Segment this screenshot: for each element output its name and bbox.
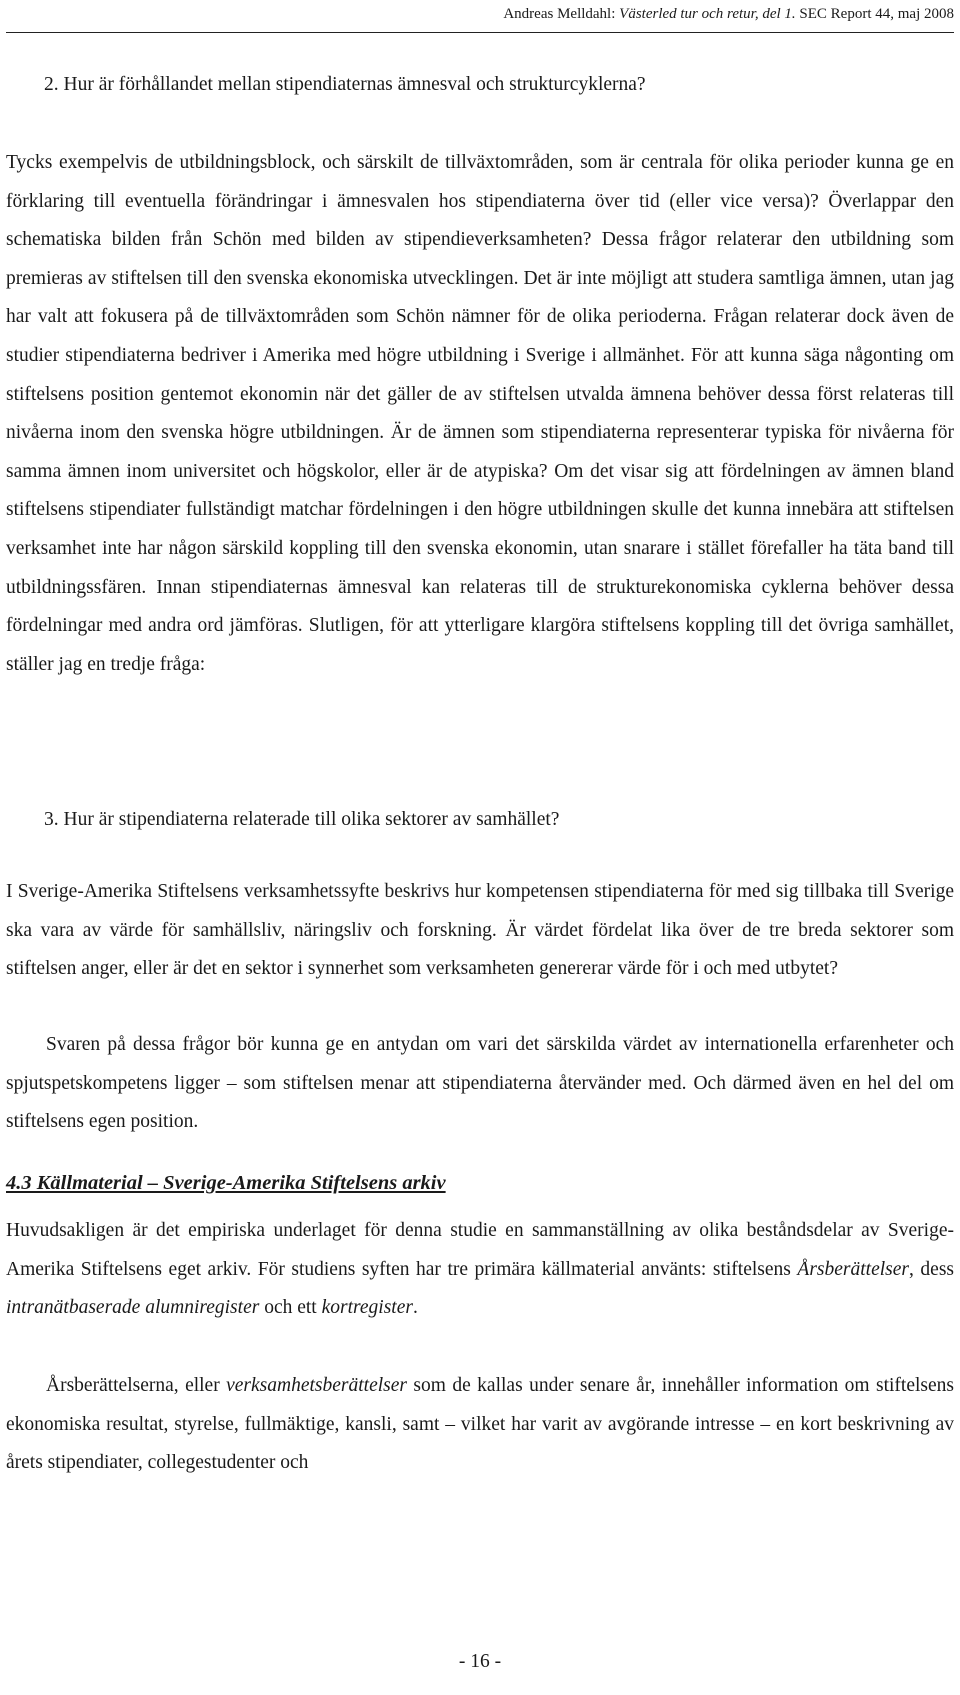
paragraph-1: Tycks exempelvis de utbildningsblock, och särskilt de tillväxtområden, som är centrala för olika perioder kunna ge en förklaring till eventuella förändringar i ämnesvalen hos stipendiaterna över tid (eller vice versa)? Överlappar den schematiska bilden från Schön med bilden av stipendieverksamheten? Dessa frågor relaterar den utbildning som premieras av stiftelsen till den svenska ekonomiska utvecklingen. Det är inte möjligt att studera samtliga ämnen, utan jag har valt att fokusera på de tillväxtområden som Schön nämner för de olika perioderna. Frågan relaterar dock även de studier stipendiaterna bedriver i Amerika med högre utbildning i Sverige i allmänhet. För att kunna säga någonting om stiftelsens position gentemot ekonomin när det gäller de av stiftelsen utvalda ämnena behöver dessa först relateras till nivåerna inom den svenska högre utbildningen. Är de ämnen som stipendiaterna representerar typiska för nivåerna för samma ämnen inom universitet och högskolor, eller är de atypiska? Om det visar sig att fördelningen av ämnen bland stiftelsens stipendiater fullständigt matchar fördelningen i den högre utbildningen skulle det kunna innebära att stiftelsen verksamhet inte har någon särskild koppling till den svenska ekonomin, utan snarare i stället förefaller ha täta band till utbildningssfären. Innan stipendiaternas ämnesval kan relateras till de strukturekonomiska cyklerna behöver dessa fördelningar med andra ord jämföras. Slutligen, för att ytterligare klargöra stiftelsens koppling till det övriga samhället, ställer jag en tredje fråga: [6, 152, 954, 675]
paragraph-4 [6, 1212, 954, 1328]
question-3: 3. Hur är stipendiaterna relaterade till olika sektorer av samhället? [44, 809, 560, 830]
paragraph-2: I Sverige-Amerika Stiftelsens verksamhetssyfte beskrivs hur kompetensen stipendiaterna för med sig tillbaka till Sverige ska vara av värde för samhällsliv, näringsliv och forskning. Är värdet fördelat lika över de tre breda sektorer som stiftelsen anger, eller är det en sektor i synnerhet som verksamheten genererar värde för i och med utbytet? [6, 881, 954, 980]
p4-text-3: och ett [259, 1297, 322, 1319]
section-heading: 4.3 Källmaterial – Sverige-Amerika Stiftelsens arkiv [6, 1172, 446, 1194]
p4-italic-arsberattelser: Årsberättelser [797, 1258, 909, 1280]
paragraph-5 [6, 1367, 954, 1483]
p4-italic-kortregister: kortregister [321, 1297, 413, 1319]
header-series: SEC Report 44, maj 2008 [799, 6, 954, 22]
p4-text-1: Huvudsakligen är det empiriska underlaget för denna studie en sammanställning av olika beståndsdelar av Sverige-Amerika Stiftelsens eget arkiv. För studiens syften har tre primära källmaterial använts: stiftelsens [6, 1220, 954, 1280]
header-rule [6, 32, 954, 33]
page-number: - 16 - [458, 1651, 502, 1672]
header-author: Andreas Melldahl: [503, 6, 616, 22]
p5-italic-verksamhetsberattelser: verksamhetsberättelser [226, 1375, 407, 1396]
paragraph-3: Svaren på dessa frågor bör kunna ge en antydan om vari det särskilda värdet av internationella erfarenheter och spjutspetskompetens ligger – som stiftelsen menar att stipendiaterna återvänder med. Och därmed även en hel del om stiftelsens egen position. [6, 1034, 954, 1133]
p4-italic-alumniregister: intranätbaserade alumniregister [6, 1297, 260, 1319]
header-title: Västerled tur och retur, del 1. [619, 6, 796, 22]
p4-text-4: . [412, 1297, 418, 1319]
p5-text-1: Årsberättelserna, eller [46, 1375, 227, 1396]
question-2: 2. Hur är förhållandet mellan stipendiaternas ämnesval och strukturcyklerna? [44, 74, 646, 95]
p4-text-2: , dess [909, 1258, 954, 1280]
p5-text-2: som de kallas under senare år, innehåller information om stiftelsens ekonomiska resultat, styrelse, fullmäktige, kansli, samt – vilket har varit av avgörande intresse – en kort beskrivning av årets stipendiater, collegestudenter och [6, 1375, 954, 1474]
running-header [14, 0, 954, 26]
